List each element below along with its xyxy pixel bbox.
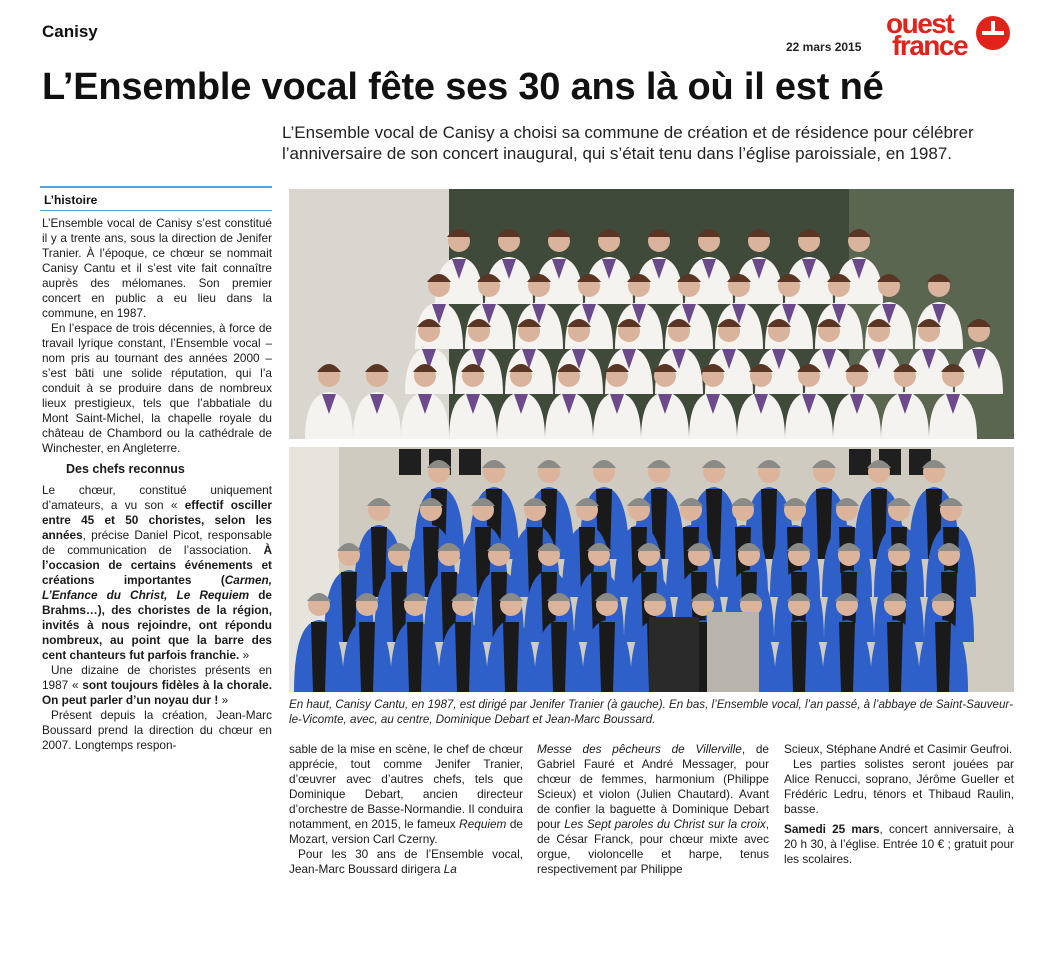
singer-shirt — [839, 622, 855, 692]
article-column-4 — [784, 742, 1014, 867]
box-title: L’histoire — [44, 193, 98, 207]
paragraph: Messe des pêcheurs de Villerville, de Gabriel Fauré et André Messager, pour chœur de femmes, harmonium (Philippe Scieux) et violon (Julien Chautard). Avant de confier la baguette à Dominique Debart pour Les Sept paroles du Christ sur la croix, de César Franck, pour chœur mixte avec orgue, violoncelle et harpe, tenus respectivement par Philippe — [537, 742, 769, 876]
singer-shirt — [599, 622, 615, 692]
ouest-france-logo — [886, 8, 1014, 61]
paragraph: Une dizaine de choristes présents en 1987 « sont toujours fidèles à la chorale. On peut parler d’un noyau dur ! » — [42, 663, 272, 707]
abbey-window — [399, 449, 421, 475]
singer-shirt — [407, 622, 423, 692]
singer-shirt — [887, 622, 903, 692]
singer-shirt — [761, 489, 777, 559]
abbey-window — [459, 449, 481, 475]
logo-word-france: france — [892, 30, 968, 61]
singer-shirt — [455, 622, 471, 692]
singer-shirt — [791, 622, 807, 692]
standfirst: L’Ensemble vocal de Canisy a choisi sa commune de création et de résidence pour célébrer l’anniversaire de son concert inaugural, qui s’était tenu dans l’église paroissiale, en 1987. — [282, 123, 974, 163]
singer-shirt — [935, 622, 951, 692]
paragraph: Les parties solistes seront jouées par Alice Renucci, soprano, Jérôme Gueller et Frédéric Ledru, ténors et Thibaud Raulin, basse. — [784, 757, 1014, 816]
paragraph: Pour les 30 ans de l’Ensemble vocal, Jean-Marc Boussard dirigera La — [289, 847, 523, 876]
paragraph: Le chœur, constitué uniquement d’amateurs, a vu son « effectif osciller entre 45 et 50 choristes, selon les années, précise Daniel Picot, responsable de communication de l’association. À l’occasion de certains événements et créations importantes (Carmen, L’Enfance du Christ, Le Requiem de Brahms…), des choristes de la région, invités à nous rejoindre, ont répondu nombreux, au point que la barre des cent chanteurs fut parfois franchie. » — [42, 483, 273, 662]
conductor-suit — [649, 617, 699, 692]
article-column-3 — [537, 742, 769, 877]
box-top-rule — [40, 186, 272, 188]
article-column-1 — [42, 216, 272, 753]
singer-shirt — [551, 622, 567, 692]
singer-shirt — [503, 622, 519, 692]
photo-choir-recent — [289, 447, 1014, 692]
section-label: Canisy — [42, 22, 98, 41]
subheading: Des chefs reconnus — [66, 462, 185, 476]
conductor-jacket — [707, 612, 759, 692]
singer-shirt — [311, 622, 327, 692]
paragraph: Scieux, Stéphane André et Casimir Geufroi. — [784, 742, 1013, 756]
publication-date: 22 mars 2015 — [786, 40, 862, 54]
article-column-2 — [289, 742, 523, 877]
paragraph: Samedi 25 mars, concert anniversaire, à 20 h 30, à l’église. Entrée 10 € ; gratuit pour les scolaires. — [784, 822, 1014, 866]
singer-shirt — [359, 622, 375, 692]
paragraph: L’Ensemble vocal de Canisy s’est constitué il y a trente ans, sous la direction de Jenifer Tranier. À l’époque, ce chœur se nommait Canisy Cantu et il s’est vite fait connaître auprès des mélomanes. Son premier concert en public a eu lieu dans la commune, en 1987. — [42, 216, 272, 320]
photo-choir-1987 — [289, 189, 1014, 439]
headline: L’Ensemble vocal fête ses 30 ans là où il est né — [42, 66, 884, 108]
paragraph: Présent depuis la création, Jean-Marc Boussard prend la direction du chœur en 2007. Longtemps respon- — [42, 708, 272, 752]
logo-circle-icon — [976, 16, 1010, 50]
paragraph: En l’espace de trois décennies, à force de travail lyrique constant, l’Ensemble vocal – nom pris au tournant des années 2000 – s’est bâti une solide réputation, qui l’a conduit à se produire dans de nombreux lieux prestigieux, tels que l’abbatiale du Mont Saint-Michel, la chapelle royale du château de Chambord ou la cathédrale de Winchester, en Angleterre. — [42, 321, 272, 455]
abbey-window — [849, 449, 871, 475]
photo-caption: En haut, Canisy Cantu, en 1987, est dirigé par Jenifer Tranier (à gauche). En bas, l’Ensemble vocal, l’an passé, à l’abbaye de Saint-Sauveur-le-Vicomte, avec, au centre, Dominique Debart et Jean-Marc Boussard. — [289, 698, 1013, 726]
paragraph: sable de la mise en scène, le chef de chœur apprécie, tout comme Jenifer Tranier, d’œuvrer avec d’autres chefs, tels que Dominique Debart, ancien directeur d’orchestre de Basse-Normandie. Il conduira notamment, en 2015, le fameux Requiem de Mozart, version Carl Czerny. — [289, 742, 523, 846]
logo-word-ouest: ouest — [886, 8, 954, 39]
box-title-rule — [40, 210, 272, 211]
